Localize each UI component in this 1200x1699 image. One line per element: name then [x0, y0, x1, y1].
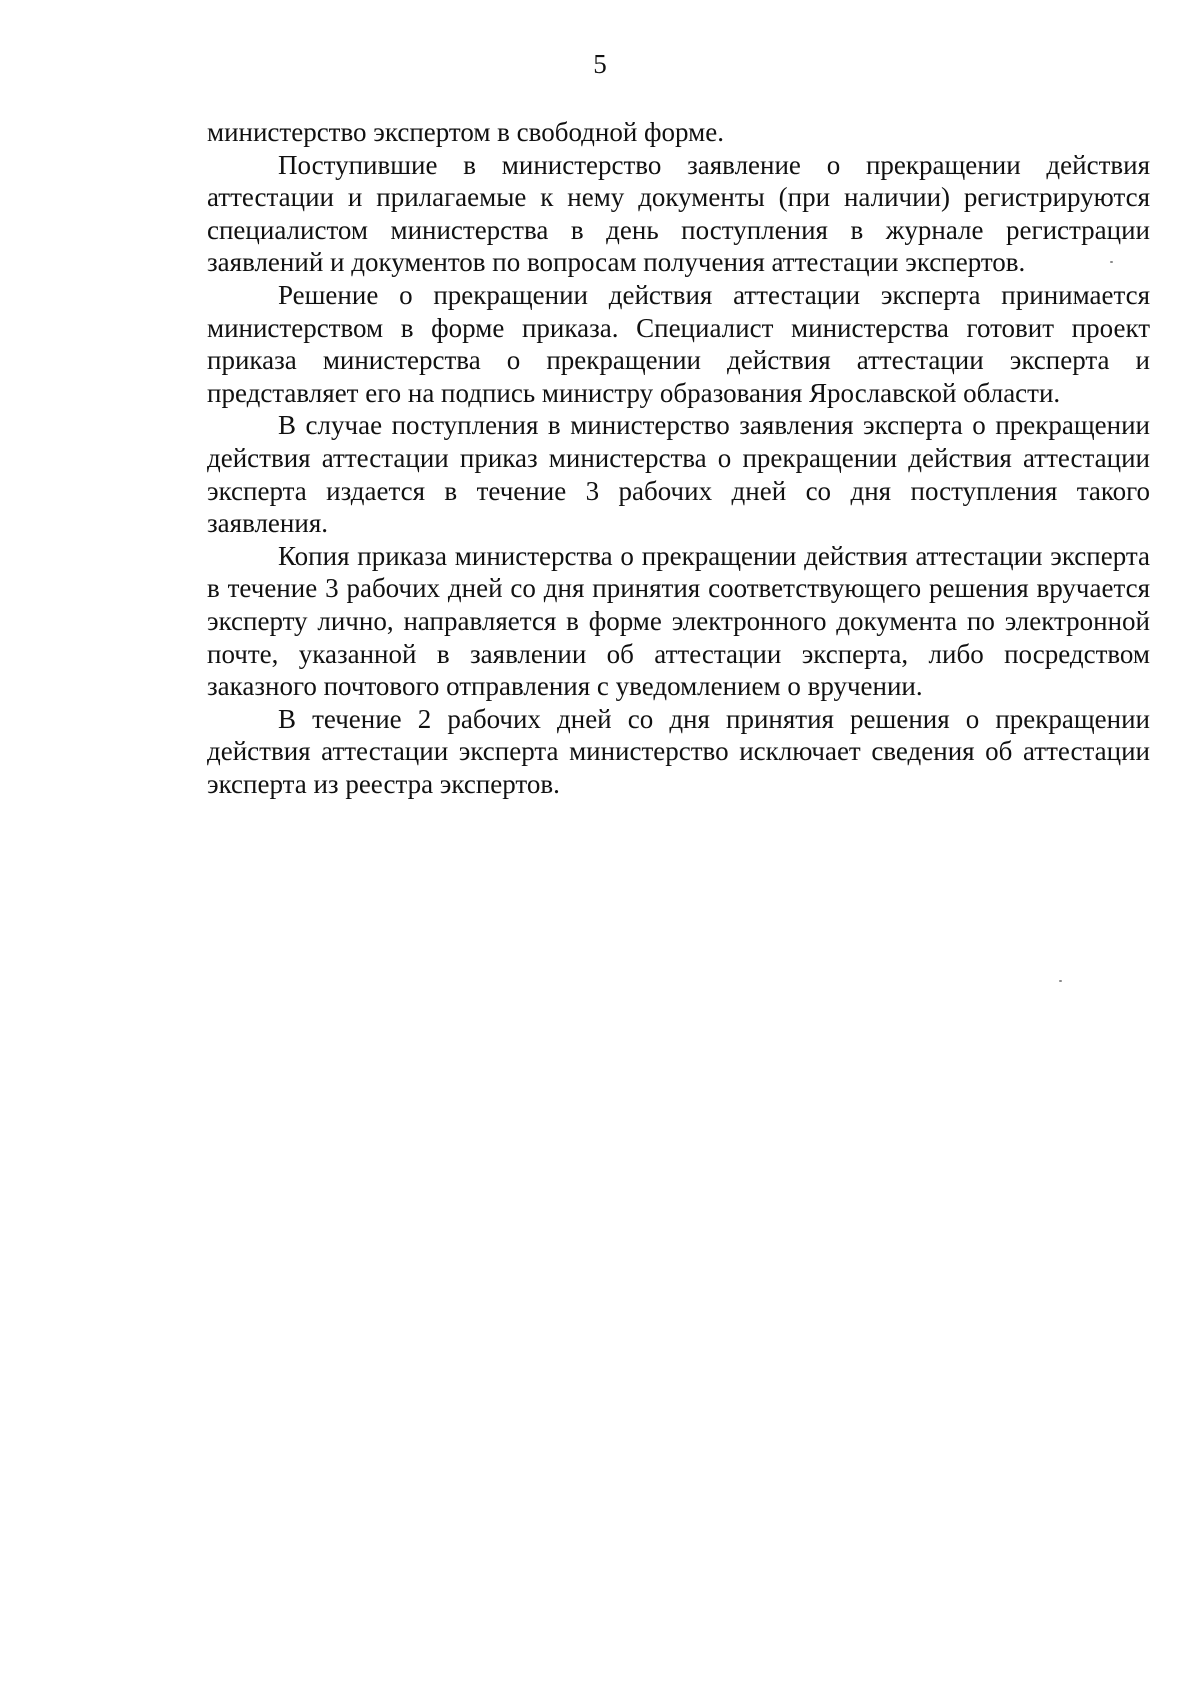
paragraph-order-issue: В случае поступления в министерство заявления эксперта о прекращении действия аттестации приказ министерства о прекращении действия аттестации эксперта издается в течение 3 рабочих дней со дня поступления такого заявления.	[207, 410, 1150, 539]
scan-speck	[1059, 980, 1062, 982]
document-body	[207, 116, 1150, 800]
page-number: 5	[593, 49, 607, 79]
paragraph-order-copy: Копия приказа министерства о прекращении действия аттестации эксперта в течение 3 рабочих дней со дня принятия соответствующего решения вручается эксперту лично, направляется в форме электронного документа по электронной почте, указанной в заявлении об аттестации эксперта, либо посредством заказного почтового отправления с уведомлением о вручении.	[207, 540, 1150, 702]
paragraph-continuation: министерство экспертом в свободной форме.	[207, 117, 724, 147]
paragraph-registry-removal: В течение 2 рабочих дней со дня принятия решения о прекращении действия аттестации эксперта министерство исключает сведения об аттестации эксперта из реестра экспертов.	[207, 703, 1150, 799]
scan-speck	[1110, 261, 1113, 263]
paragraph-registration: Поступившие в министерство заявление о прекращении действия аттестации и прилагаемые к нему документы (при наличии) регистрируются специалистом министерства в день поступления в журнале регистрации заявлений и документов по вопросам получения аттестации экспертов.	[207, 149, 1150, 278]
paragraph-decision: Решение о прекращении действия аттестации эксперта принимается министерством в форме приказа. Специалист министерства готовит проект приказа министерства о прекращении действия аттестации эксперта и представляет его на подпись министру образования Ярославской области.	[207, 279, 1150, 408]
